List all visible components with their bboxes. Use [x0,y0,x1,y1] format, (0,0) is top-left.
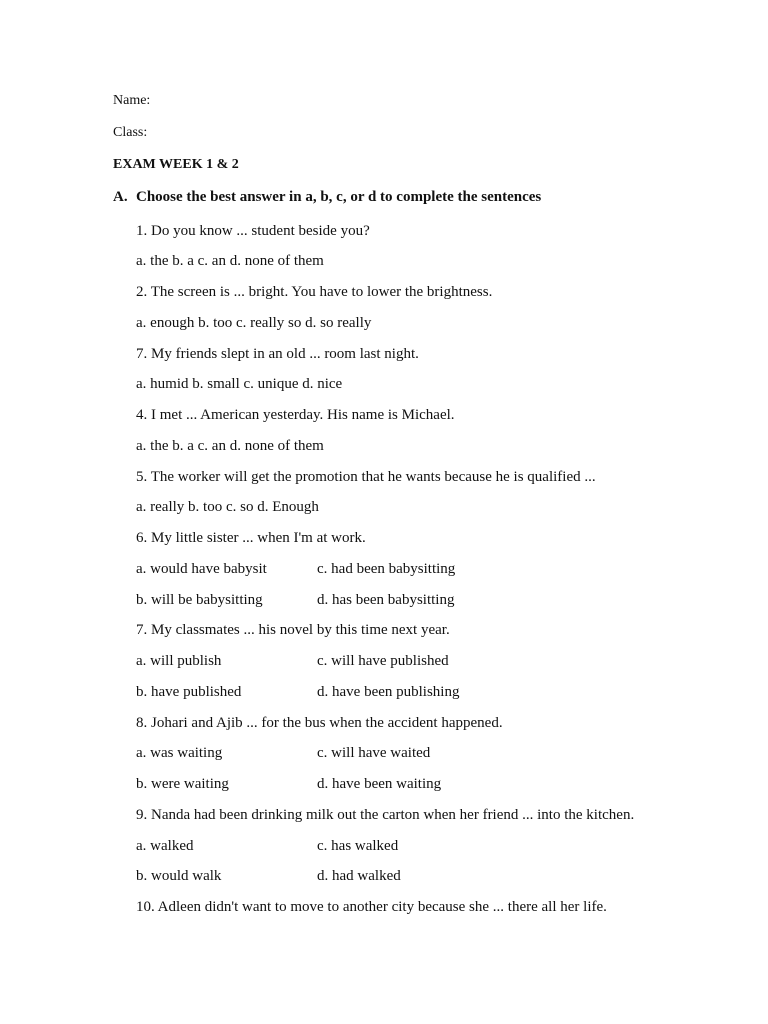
question-2-options: a. enough b. too c. really so d. so really [136,315,372,331]
question-7: 7. My classmates ... his novel by this time next year. [136,622,450,638]
question-8-option-c: c. will have waited [317,745,431,761]
question-1-options: a. the b. a c. an d. none of them [136,253,324,269]
name-label: Name: [113,93,151,108]
question-7-option-c: c. will have published [317,653,449,669]
question-10: 10. Adleen didn't want to move to another city because she ... there all her life. [136,899,607,915]
section-letter: A. [113,189,128,205]
question-9-option-b: b. would walk [136,868,222,884]
question-4-options: a. the b. a c. an d. none of them [136,438,324,454]
question-5: 5. The worker will get the promotion that he wants because he is qualified ... [136,469,596,485]
question-2: 2. The screen is ... bright. You have to lower the brightness. [136,284,493,300]
question-6-option-b: b. will be babysitting [136,592,263,608]
question-5-options: a. really b. too c. so d. Enough [136,499,319,515]
exam-title: EXAM WEEK 1 & 2 [113,157,239,172]
question-7-option-b: b. have published [136,684,242,700]
question-9-option-c: c. has walked [317,838,399,854]
question-7-option-d: d. have been publishing [317,684,460,700]
question-6-option-c: c. had been babysitting [317,561,456,577]
question-8: 8. Johari and Ajib ... for the bus when the accident happened. [136,715,503,731]
question-9-option-a: a. walked [136,838,194,854]
question-1: 1. Do you know ... student beside you? [136,223,370,239]
question-9-option-d: d. had walked [317,868,401,884]
question-3: 7. My friends slept in an old ... room last night. [136,346,419,362]
question-4: 4. I met ... American yesterday. His name is Michael. [136,407,455,423]
question-6: 6. My little sister ... when I'm at work. [136,530,366,546]
question-8-option-d: d. have been waiting [317,776,442,792]
question-8-option-a: a. was waiting [136,745,223,761]
question-6-option-d: d. has been babysitting [317,592,455,608]
section-instruction: Choose the best answer in a, b, c, or d to complete the sentences [136,189,542,205]
question-3-options: a. humid b. small c. unique d. nice [136,376,343,392]
question-9: 9. Nanda had been drinking milk out the carton when her friend ... into the kitchen. [136,807,635,823]
question-7-option-a: a. will publish [136,653,222,669]
question-6-option-a: a. would have babysit [136,561,267,577]
class-label: Class: [113,125,148,140]
question-8-option-b: b. were waiting [136,776,229,792]
